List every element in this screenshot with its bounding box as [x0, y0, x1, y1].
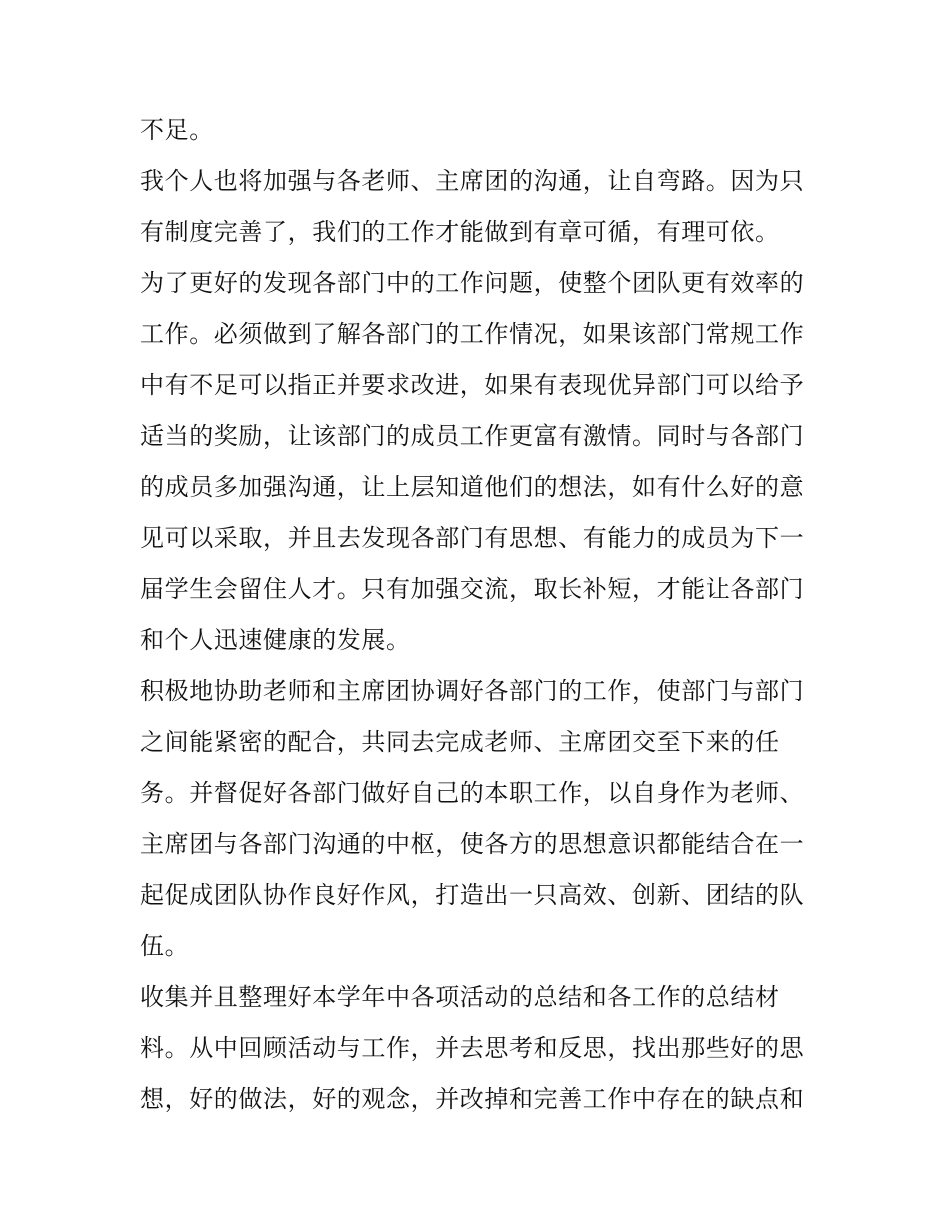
text-line: 料。从中回顾活动与工作，并去思考和反思，找出那些好的思 — [140, 1034, 805, 1062]
text-line: 想，好的做法，好的观念，并改掉和完善工作中存在的缺点和 — [140, 1085, 805, 1113]
text-line: 中有不足可以指正并要求改进，如果有表现优异部门可以给予 — [140, 371, 805, 399]
text-line: 收集并且整理好本学年中各项活动的总结和各工作的总结材 — [140, 983, 780, 1011]
document-body — [140, 108, 820, 1128]
text-line: 主席团与各部门沟通的中枢，使各方的思想意识都能结合在一 — [140, 830, 805, 858]
text-line: 起促成团队协作良好作风，打造出一只高效、创新、团结的队 — [140, 881, 805, 909]
text-line: 和个人迅速健康的发展。 — [140, 626, 411, 654]
text-line: 为了更好的发现各部门中的工作问题，使整个团队更有效率的 — [140, 269, 805, 297]
text-line: 伍。 — [140, 932, 190, 960]
text-line: 届学生会留住人才。只有加强交流，取长补短，才能让各部门 — [140, 575, 805, 603]
text-line: 积极地协助老师和主席团协调好各部门的工作，使部门与部门 — [140, 677, 805, 705]
text-line: 的成员多加强沟通，让上层知道他们的想法，如有什么好的意 — [140, 473, 805, 501]
text-line: 务。并督促好各部门做好自己的本职工作，以自身作为老师、 — [140, 779, 805, 807]
text-line: 我个人也将加强与各老师、主席团的沟通，让自弯路。因为只 — [140, 167, 805, 195]
text-line: 不足。 — [140, 116, 214, 144]
text-line: 工作。必须做到了解各部门的工作情况，如果该部门常规工作 — [140, 320, 805, 348]
text-line: 有制度完善了，我们的工作才能做到有章可循，有理可依。 — [140, 218, 780, 246]
text-line: 适当的奖励，让该部门的成员工作更富有激情。同时与各部门 — [140, 422, 805, 450]
text-line: 之间能紧密的配合，共同去完成老师、主席团交至下来的任 — [140, 728, 780, 756]
text-line: 见可以采取，并且去发现各部门有思想、有能力的成员为下一 — [140, 524, 805, 552]
